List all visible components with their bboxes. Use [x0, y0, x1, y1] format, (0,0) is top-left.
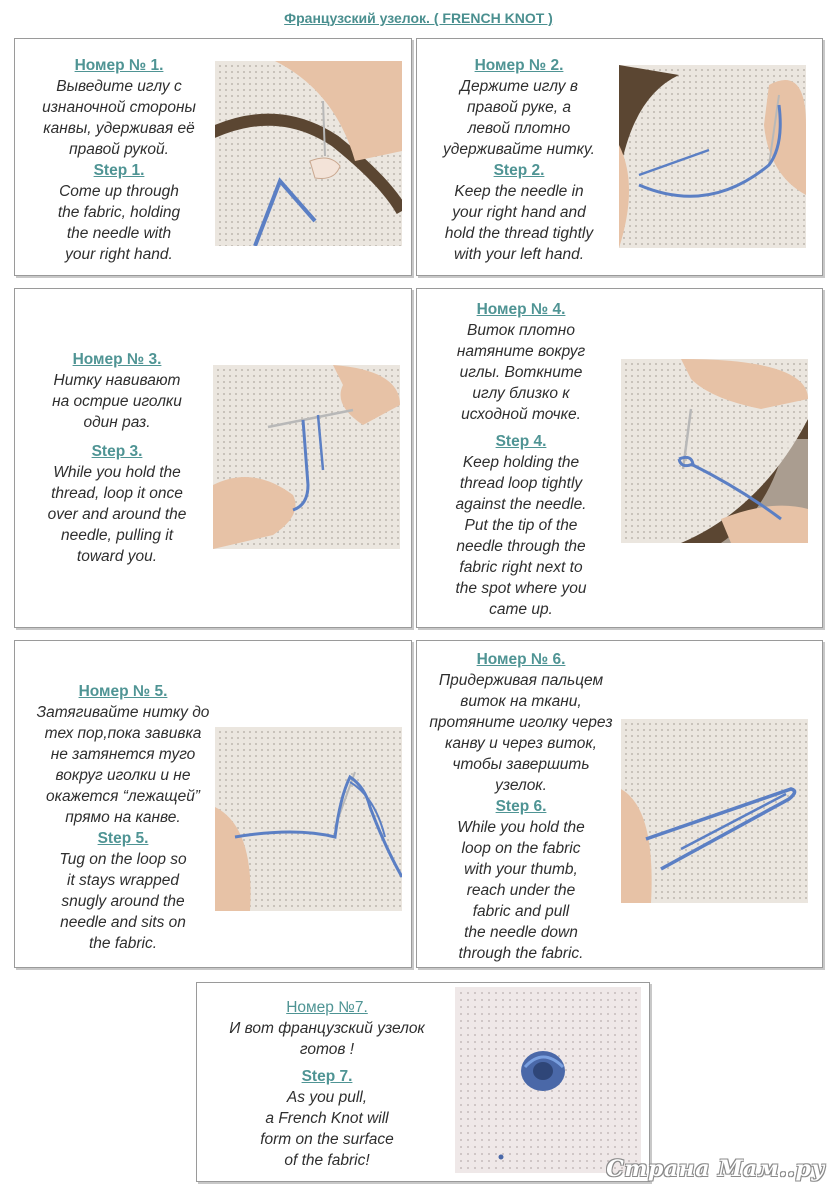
step-5-ru-line: тех пор,пока завивка — [44, 725, 202, 742]
step-6-photo — [621, 719, 808, 903]
step-4-ru-heading: Номер № 4. — [476, 301, 566, 318]
step-5-en-line: needle and sits on — [60, 914, 186, 931]
step-4-en-line: Keep holding the — [462, 454, 580, 471]
step-6-ru-line: канву и через виток, — [445, 735, 597, 752]
step-5-en-line: Tug on the loop so — [59, 851, 187, 868]
step-2-en-line: with your left hand. — [453, 246, 585, 263]
step-6-en-line: While you hold the — [457, 819, 585, 836]
step-7-text — [199, 997, 455, 1171]
step-1-ru-heading: Номер № 1. — [74, 57, 164, 74]
step-5-ru-line: не затянется туго — [50, 746, 196, 763]
step-4-en-line: Put the tip of the — [464, 517, 578, 534]
step-5-en-line: the fabric. — [88, 935, 158, 952]
step-6-en-line: with your thumb, — [464, 861, 578, 878]
step-3-en-line: thread, loop it once — [51, 485, 183, 502]
step-3-en-line: needle, pulling it — [60, 527, 174, 544]
step-3-ru-heading: Номер № 3. — [72, 351, 162, 368]
step-6-en-line: loop on the fabric — [461, 840, 581, 857]
step-1-en-line: your right hand. — [65, 246, 173, 263]
step-7-photo — [455, 987, 641, 1173]
step-4-en-heading: Step 4. — [495, 433, 547, 450]
step-7-ru-heading: Номер №7. — [286, 999, 368, 1016]
step-4-photo — [621, 359, 808, 543]
step-1-ru-line: изнаночной стороны — [42, 99, 196, 116]
step-5-en-heading: Step 5. — [97, 830, 149, 847]
step-4-ru-line: иглы. Воткните — [459, 364, 583, 381]
step-1-en-line: Come up through — [59, 183, 179, 200]
step-6-ru-line: виток на ткани, — [460, 693, 582, 710]
step-6-en-line: the needle down — [464, 924, 578, 941]
step-4-en-line: against the needle. — [455, 496, 587, 513]
step-4-en-line: came up. — [489, 601, 553, 618]
step-3-en-line: toward you. — [76, 548, 158, 565]
step-6-ru-line: Придерживая пальцем — [438, 672, 604, 689]
step-5-en-line: it stays wrapped — [67, 872, 179, 889]
step-4-ru-line: исходной точке. — [461, 406, 581, 423]
step-6-ru-line: узелок. — [495, 777, 547, 794]
step-3-ru-line: Нитку навивают — [53, 372, 181, 389]
step-3-en-heading: Step 3. — [91, 443, 143, 460]
step-6-en-line: reach under the — [466, 882, 576, 899]
step-3-photo — [213, 365, 400, 549]
step-7-en-line: a French Knot will — [265, 1110, 389, 1127]
step-6-ru-line: протяните иголку через — [429, 714, 613, 731]
watermark-logo: Страна Мам..ру — [606, 1156, 825, 1182]
step-6-card — [416, 640, 823, 968]
step-2-ru-line: удерживайте нитку. — [443, 141, 595, 158]
step-4-en-line: fabric right next to — [459, 559, 583, 576]
step-5-ru-heading: Номер № 5. — [78, 683, 168, 700]
step-3-card — [14, 288, 412, 628]
step-5-ru-line: окажется “лежащей” — [46, 788, 200, 805]
step-7-ru-line: готов ! — [299, 1041, 355, 1058]
step-7-en-heading: Step 7. — [301, 1068, 353, 1085]
step-1-en-heading: Step 1. — [93, 162, 145, 179]
step-6-en-line: fabric and pull — [472, 903, 570, 920]
step-5-text — [19, 681, 227, 954]
step-4-card — [416, 288, 823, 628]
step-2-card — [416, 38, 823, 276]
step-1-en-line: the needle with — [66, 225, 172, 242]
step-3-ru-line: на острие иголки — [52, 393, 182, 410]
step-4-en-line: thread loop tightly — [459, 475, 583, 492]
step-5-en-line: snugly around the — [61, 893, 185, 910]
step-3-ru-line: один раз. — [83, 414, 151, 431]
step-1-card — [14, 38, 412, 276]
step-2-ru-line: Держите иглу в — [460, 78, 578, 95]
step-3-en-line: While you hold the — [53, 464, 181, 481]
step-2-photo — [619, 65, 806, 248]
step-1-text — [21, 55, 217, 265]
step-2-en-heading: Step 2. — [493, 162, 545, 179]
step-1-photo — [215, 61, 402, 246]
step-7-en-line: As you pull, — [286, 1089, 368, 1106]
step-1-ru-line: канвы, удерживая её — [43, 120, 195, 137]
step-4-en-line: needle through the — [456, 538, 586, 555]
step-5-ru-line: Затягивайте нитку до — [36, 704, 210, 721]
step-2-ru-line: правой руке, а — [466, 99, 572, 116]
step-4-ru-line: иглу близко к — [472, 385, 570, 402]
step-7-en-line: form on the surface — [260, 1131, 394, 1148]
step-3-text — [19, 349, 215, 567]
step-5-ru-line: прямо на канве. — [65, 809, 181, 826]
step-4-en-line: the spot where you — [455, 580, 587, 597]
step-7-en-line: of the fabric! — [284, 1152, 370, 1169]
step-6-en-heading: Step 6. — [495, 798, 547, 815]
step-1-ru-line: правой рукой. — [69, 141, 169, 158]
step-2-ru-heading: Номер № 2. — [474, 57, 564, 74]
step-7-card — [196, 982, 650, 1182]
step-2-en-line: Keep the needle in — [454, 183, 584, 200]
step-4-ru-line: Виток плотно — [467, 322, 575, 339]
step-2-ru-line: левой плотно — [467, 120, 571, 137]
step-6-text — [421, 649, 621, 964]
step-5-ru-line: вокруг иголки и не — [55, 767, 191, 784]
page-title: Французский узелок. ( FRENCH KNOT ) — [284, 10, 553, 26]
step-1-en-line: the fabric, holding — [57, 204, 181, 221]
step-5-card — [14, 640, 412, 968]
step-2-text — [419, 55, 619, 265]
step-2-en-line: hold the thread tightly — [444, 225, 594, 242]
step-2-en-line: your right hand and — [452, 204, 586, 221]
step-1-ru-line: Выведите иглу с — [56, 78, 182, 95]
step-3-en-line: over and around the — [47, 506, 187, 523]
step-6-ru-heading: Номер № 6. — [476, 651, 566, 668]
step-7-ru-line: И вот французский узелок — [229, 1020, 425, 1037]
step-5-photo — [215, 727, 402, 911]
step-4-text — [421, 299, 621, 620]
step-6-en-line: through the fabric. — [458, 945, 584, 962]
step-4-ru-line: натяните вокруг — [456, 343, 586, 360]
step-6-ru-line: чтобы завершить — [452, 756, 590, 773]
